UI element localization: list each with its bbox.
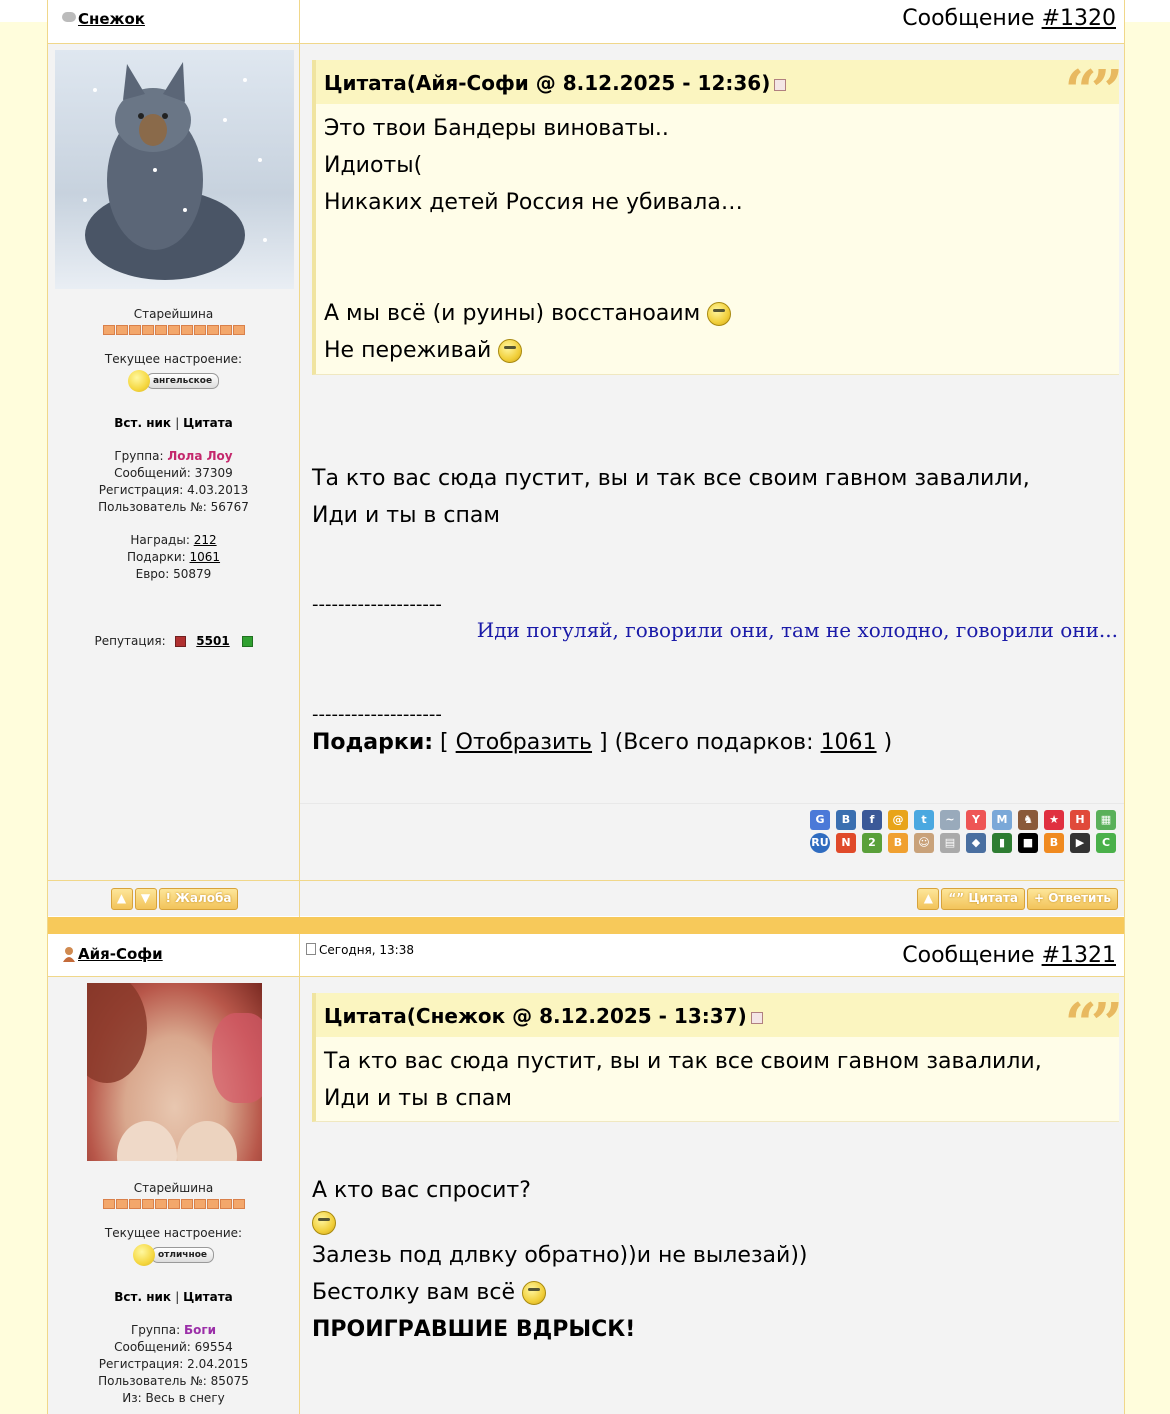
forum-thread bbox=[47, 0, 1125, 1414]
post2-author-link[interactable]: Айя-Софи bbox=[78, 945, 163, 963]
insert-nick-link[interactable]: Вст. ник bbox=[114, 416, 172, 430]
user-reg: Регистрация: 2.04.2015 bbox=[98, 1357, 249, 1371]
post1-footer bbox=[48, 881, 1124, 916]
post1-content bbox=[300, 44, 1124, 880]
rate-up-button[interactable]: ▲ bbox=[111, 888, 133, 910]
quote-button[interactable]: “” Цитата bbox=[941, 888, 1025, 910]
quote-user-link[interactable]: Цитата bbox=[183, 1290, 233, 1304]
post1-msg-number bbox=[902, 6, 1116, 31]
rank-stars bbox=[48, 1199, 299, 1209]
post1-footer-right bbox=[300, 881, 1124, 916]
user-id: Пользователь №: 56767 bbox=[98, 500, 249, 514]
post2-content bbox=[300, 977, 1124, 1414]
cat-avatar-image bbox=[55, 50, 294, 289]
post2-msg-number: Сообщение #1321 bbox=[902, 943, 1116, 968]
gifts-line: Подарки: [ Отобразить ] (Всего подарков: 1061 ) bbox=[312, 730, 893, 755]
gifts-total-link[interactable]: 1061 bbox=[820, 730, 877, 755]
smiley-icon bbox=[128, 370, 150, 392]
post2-user-panel bbox=[48, 977, 299, 1414]
mood-label: Текущее настроение: bbox=[104, 352, 243, 366]
reputation-link[interactable]: 5501 bbox=[196, 634, 230, 648]
ru-share-icon[interactable]: RU bbox=[810, 833, 830, 853]
post1-header bbox=[48, 0, 1124, 43]
reply-button[interactable]: + Ответить bbox=[1027, 888, 1118, 910]
msg-label: Сообщение bbox=[902, 6, 1035, 31]
post1-quote bbox=[312, 60, 1119, 375]
group-name: Лола Лоу bbox=[167, 449, 233, 463]
tree-share-icon[interactable]: ▮ bbox=[992, 833, 1012, 853]
post-icon bbox=[306, 943, 316, 955]
play-share-icon[interactable]: ▶ bbox=[1070, 833, 1090, 853]
quote-header bbox=[316, 60, 1119, 104]
awards-link[interactable]: 212 bbox=[193, 533, 217, 547]
user-rank: Старейшина bbox=[133, 307, 214, 321]
user-gifts: Подарки: 1061 bbox=[126, 550, 221, 564]
quote-title: Цитата(Айя-Софи @ 8.12.2025 - 12:36) bbox=[324, 71, 771, 95]
black-share-icon[interactable]: ■ bbox=[1018, 833, 1038, 853]
user-offline-icon bbox=[62, 12, 76, 22]
quote-title: Цитата(Снежок @ 8.12.2025 - 13:37) bbox=[324, 1004, 747, 1028]
grid-share-icon[interactable]: ▤ bbox=[940, 833, 960, 853]
user-reputation: Репутация: 5501 bbox=[48, 633, 299, 650]
c-share-icon[interactable]: C bbox=[1096, 833, 1116, 853]
rep-minus-icon[interactable] bbox=[175, 636, 186, 647]
quote-marks-icon: “” bbox=[1064, 991, 1117, 1057]
scroll-top-button[interactable]: ▲ bbox=[917, 888, 939, 910]
quote-marks-icon: “” bbox=[1064, 58, 1117, 124]
user-online-icon bbox=[62, 946, 76, 962]
google-share-icon[interactable]: G bbox=[810, 810, 830, 830]
post1-author-link[interactable]: Снежок bbox=[78, 10, 145, 28]
bobrdobr-share-icon[interactable]: ♞ bbox=[1018, 810, 1038, 830]
mood-value: отличное bbox=[151, 1247, 214, 1263]
user-avatar bbox=[55, 50, 294, 289]
user-awards: Награды: 212 bbox=[130, 533, 217, 547]
rank-stars bbox=[48, 325, 299, 335]
moimir-share-icon[interactable]: M bbox=[992, 810, 1012, 830]
delicious-share-icon[interactable]: ▦ bbox=[1096, 810, 1116, 830]
emoji-icon bbox=[498, 339, 522, 363]
user-reg: Регистрация: 4.03.2013 bbox=[98, 483, 249, 497]
gifts-separator: -------------------- bbox=[312, 704, 442, 725]
group-name: Боги bbox=[183, 1323, 217, 1337]
rate-down-button[interactable]: ▼ bbox=[135, 888, 157, 910]
quote-user-link[interactable]: Цитата bbox=[183, 416, 233, 430]
share-bar bbox=[776, 810, 1116, 856]
msg-number-link[interactable]: #1320 bbox=[1041, 6, 1116, 31]
blogger-share-icon[interactable]: B bbox=[888, 833, 908, 853]
mood-badge bbox=[133, 1244, 214, 1266]
emoji-icon bbox=[707, 302, 731, 326]
show-gifts-link[interactable]: Отобразить bbox=[455, 730, 593, 755]
post1-message: Та кто вас сюда пустит, вы и так все своим гавном завалили, Иди и ты в спам bbox=[312, 466, 1030, 528]
news2-share-icon[interactable]: N bbox=[836, 833, 856, 853]
signature-text: Иди погуляй, говорили они, там не холодно, говорили они... bbox=[476, 618, 1118, 642]
post2-message: А кто вас спросит? Залезь под длвку обратно))и не вылезай)) Бестолку вам всё ПРОИГРАВШИЕ ВДРЫСК! bbox=[312, 1178, 808, 1342]
mood-value: ангельское bbox=[146, 373, 219, 389]
vk-share-icon[interactable]: B bbox=[836, 810, 856, 830]
smiley-icon bbox=[133, 1244, 155, 1266]
twitter-share-icon[interactable]: t bbox=[914, 810, 934, 830]
user-euro: Евро: 50879 bbox=[135, 567, 212, 581]
person-share-icon[interactable]: ☺ bbox=[914, 833, 934, 853]
diamond-share-icon[interactable]: ◆ bbox=[966, 833, 986, 853]
user-info-block bbox=[48, 306, 299, 650]
mailru-share-icon[interactable]: @ bbox=[888, 810, 908, 830]
user-group: Группа: Лола Лоу bbox=[114, 449, 233, 463]
quote-jump-icon[interactable] bbox=[774, 79, 786, 91]
post1-user-panel bbox=[48, 44, 299, 880]
emoji-icon bbox=[312, 1211, 336, 1235]
user-posts: Сообщений: 37309 bbox=[114, 466, 233, 480]
user-rank: Старейшина bbox=[133, 1181, 214, 1195]
column-divider bbox=[299, 934, 300, 1414]
post1-body-row bbox=[48, 44, 1124, 880]
post2-quote bbox=[312, 993, 1119, 1122]
emoji-icon bbox=[522, 1281, 546, 1305]
yandex-share-icon[interactable]: Y bbox=[966, 810, 986, 830]
habr-share-icon[interactable]: H bbox=[1070, 810, 1090, 830]
facebook-share-icon[interactable]: f bbox=[862, 810, 882, 830]
mood-badge bbox=[128, 370, 219, 392]
user-location: Из: Весь в снегу bbox=[122, 1391, 225, 1405]
quote-header bbox=[316, 993, 1119, 1037]
post-date: Сегодня, 13:38 bbox=[319, 943, 414, 957]
insert-nick-link[interactable]: Вст. ник bbox=[114, 1290, 172, 1304]
livejournal-share-icon[interactable]: ~ bbox=[940, 810, 960, 830]
user-actions: Вст. ник | Цитата bbox=[114, 416, 233, 430]
quote-body: Это твои Бандеры виноваты.. Идиоты( Никаких детей Россия не убивала… А мы всё (и руины) восстаноаим Не переживай bbox=[324, 116, 743, 363]
complaint-button[interactable]: ! Жалоба bbox=[159, 888, 239, 910]
user-info-block bbox=[48, 1180, 299, 1407]
two-share-icon[interactable]: 2 bbox=[862, 833, 882, 853]
quote-jump-icon[interactable] bbox=[751, 1012, 763, 1024]
column-divider bbox=[299, 0, 300, 917]
mood-label: Текущее настроение: bbox=[104, 1226, 243, 1240]
post2-body-row bbox=[48, 977, 1124, 1414]
user-actions: Вст. ник | Цитата bbox=[114, 1290, 233, 1304]
signature-separator: -------------------- bbox=[312, 594, 442, 615]
b-share-icon[interactable]: B bbox=[1044, 833, 1064, 853]
rep-plus-icon[interactable] bbox=[242, 636, 253, 647]
user-posts: Сообщений: 69554 bbox=[114, 1340, 233, 1354]
memori-share-icon[interactable]: ★ bbox=[1044, 810, 1064, 830]
quote-body: Та кто вас сюда пустит, вы и так все своим гавном завалили, Иди и ты в спам bbox=[324, 1049, 1042, 1111]
user-group: Группа: Боги bbox=[130, 1323, 217, 1337]
gifts-link[interactable]: 1061 bbox=[189, 550, 221, 564]
post-separator-bar bbox=[48, 917, 1124, 934]
post1-footer-left bbox=[48, 881, 299, 916]
post2-header bbox=[48, 934, 1124, 976]
user-avatar bbox=[87, 983, 262, 1161]
user-id: Пользователь №: 85075 bbox=[98, 1374, 249, 1388]
msg-number-link[interactable]: #1321 bbox=[1041, 943, 1116, 968]
